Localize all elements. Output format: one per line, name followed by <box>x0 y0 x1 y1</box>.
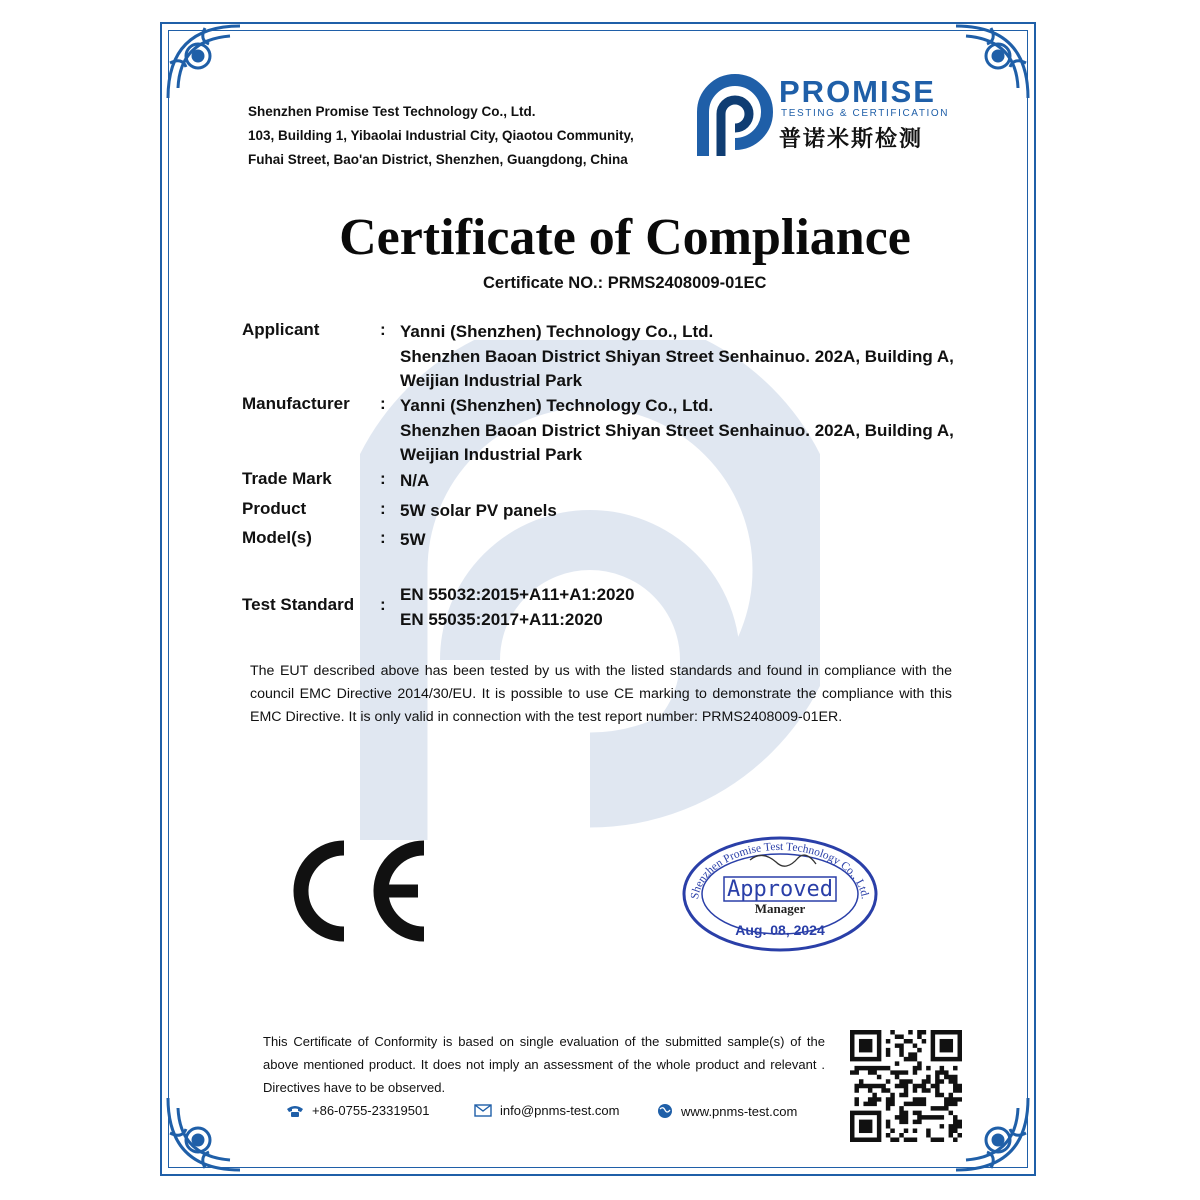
field-label: Test Standard <box>242 595 355 614</box>
field-label: Manufacturer <box>242 394 350 413</box>
globe-icon <box>657 1103 673 1119</box>
stamp-role: Manager <box>754 901 806 916</box>
field-colon: : <box>380 469 386 488</box>
contact-phone <box>286 1103 429 1118</box>
field-value: 5W <box>400 530 426 549</box>
issuer-address-line1: 103, Building 1, Yibaolai Industrial City, Qiaotou Community, <box>248 128 634 143</box>
stamp-ring-text: Shenzhen Promise Test Technology Co., Ltd. <box>689 840 871 901</box>
stamp-ring <box>680 832 880 952</box>
footer-note: This Certificate of Conformity is based on single evaluation of the submitted sample(s) of the above mentioned product. It does not imply an assessment of the whole product and relevant . Directives have to be observed. <box>263 1034 825 1095</box>
promise-logo-icon <box>693 72 773 156</box>
website-url: www.pnms-test.com <box>681 1103 798 1119</box>
contact-email <box>474 1103 619 1118</box>
field-colon: : <box>380 499 386 518</box>
field-colon: : <box>380 528 386 547</box>
email-icon <box>474 1104 492 1117</box>
phone-icon <box>286 1104 304 1118</box>
field-value <box>400 583 965 632</box>
field-colon: : <box>380 595 386 614</box>
certificate-title: Certificate of Compliance <box>339 209 911 266</box>
certificate-number: Certificate NO.: PRMS2408009-01EC <box>483 274 767 292</box>
logo-brand-text: PROMISE <box>779 74 936 109</box>
field-value <box>400 320 965 394</box>
corner-ornament-icon <box>160 1088 250 1178</box>
issuer-name: Shenzhen Promise Test Technology Co., Ltd. <box>248 104 536 119</box>
field-colon: : <box>380 394 386 413</box>
stamp-date: Aug. 08, 2024 <box>735 922 825 938</box>
field-value: N/A <box>400 471 430 490</box>
phone-number: +86-0755-23319501 <box>312 1103 430 1118</box>
field-value <box>400 394 965 468</box>
field-label: Trade Mark <box>242 469 332 488</box>
applicant-address: Shenzhen Baoan District Shiyan Street Senhainuo. 202A, Building A, Weijian Industrial Park <box>400 346 954 390</box>
corner-ornament-icon <box>160 18 250 108</box>
test-standard-1: EN 55032:2015+A11+A1:2020 <box>400 585 635 604</box>
logo-tagline: TESTING & CERTIFICATION <box>781 108 950 119</box>
corner-ornament-icon <box>946 18 1036 108</box>
issuer-address-line2: Fuhai Street, Bao'an District, Shenzhen, Guangdong, China <box>248 152 628 167</box>
issuer-block <box>248 100 634 172</box>
approval-stamp <box>680 832 880 952</box>
promise-logo <box>693 72 953 158</box>
applicant-name: Yanni (Shenzhen) Technology Co., Ltd. <box>400 322 714 341</box>
logo-chinese-name: 普诺米斯检测 <box>779 126 924 151</box>
ce-mark-icon <box>282 836 432 946</box>
field-colon: : <box>380 320 386 339</box>
email-address: info@pnms-test.com <box>500 1103 620 1118</box>
field-label: Model(s) <box>242 528 312 547</box>
manufacturer-name: Yanni (Shenzhen) Technology Co., Ltd. <box>400 396 714 415</box>
field-label: Product <box>242 499 307 518</box>
field-value: 5W solar PV panels <box>400 501 557 520</box>
stamp-status: Approved <box>727 877 833 902</box>
contact-website <box>657 1103 797 1119</box>
manufacturer-address: Shenzhen Baoan District Shiyan Street Senhainuo. 202A, Building A, Weijian Industrial Park <box>400 420 954 464</box>
field-label: Applicant <box>242 320 320 339</box>
test-standard-2: EN 55035:2017+A11:2020 <box>400 609 603 629</box>
qr-code-icon <box>850 1030 962 1142</box>
compliance-statement: The EUT described above has been tested by us with the listed standards and found in compliance with the council EMC Directive 2014/30/EU. It is possible to use CE marking to demonstrate the compliance with this EMC Directive. It is only valid in connection with the test report number: PRMS2408009-01ER. <box>250 663 952 725</box>
